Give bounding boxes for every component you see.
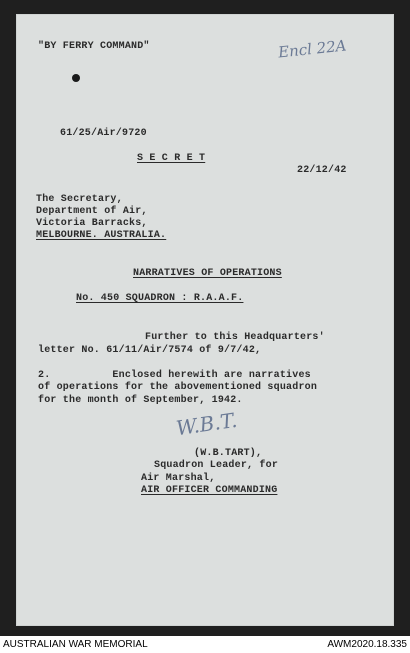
signature-line: (W.B.TART), — [194, 448, 263, 459]
subject-title: NARRATIVES OF OPERATIONS — [133, 268, 282, 279]
signature-line: Squadron Leader, for — [154, 460, 279, 471]
paragraph-line: Further to this Headquarters' — [145, 332, 325, 343]
ink-spot — [72, 74, 80, 82]
footer-institution: AUSTRALIAN WAR MEMORIAL — [3, 639, 148, 650]
handwritten-note: Encl 22A — [277, 36, 348, 62]
paragraph-line: 2. Enclosed herewith are narratives — [38, 370, 311, 381]
footer-accession-number: AWM2020.18.335 — [327, 639, 407, 650]
document-date: 22/12/42 — [297, 165, 347, 176]
classification-label: S E C R E T — [137, 153, 206, 164]
signature-scrawl: W.B.T. — [174, 407, 239, 441]
paragraph-line: of operations for the abovementioned squadron — [38, 382, 318, 393]
header-tag: "BY FERRY COMMAND" — [38, 41, 150, 52]
paragraph-line: for the month of September, 1942. — [38, 395, 243, 406]
file-reference: 61/25/Air/9720 — [60, 128, 147, 139]
address-line: Department of Air, — [36, 206, 148, 217]
archive-footer — [0, 636, 410, 653]
signature-line: AIR OFFICER COMMANDING — [141, 485, 278, 496]
document-page — [16, 14, 394, 626]
signature-line: Air Marshal, — [141, 473, 216, 484]
paragraph-line: letter No. 61/11/Air/7574 of 9/7/42, — [38, 345, 262, 356]
address-line: Victoria Barracks, — [36, 218, 148, 229]
subject-squadron: No. 450 SQUADRON : R.A.A.F. — [76, 293, 244, 304]
address-line: MELBOURNE. AUSTRALIA. — [36, 230, 167, 241]
address-line: The Secretary, — [36, 194, 123, 205]
